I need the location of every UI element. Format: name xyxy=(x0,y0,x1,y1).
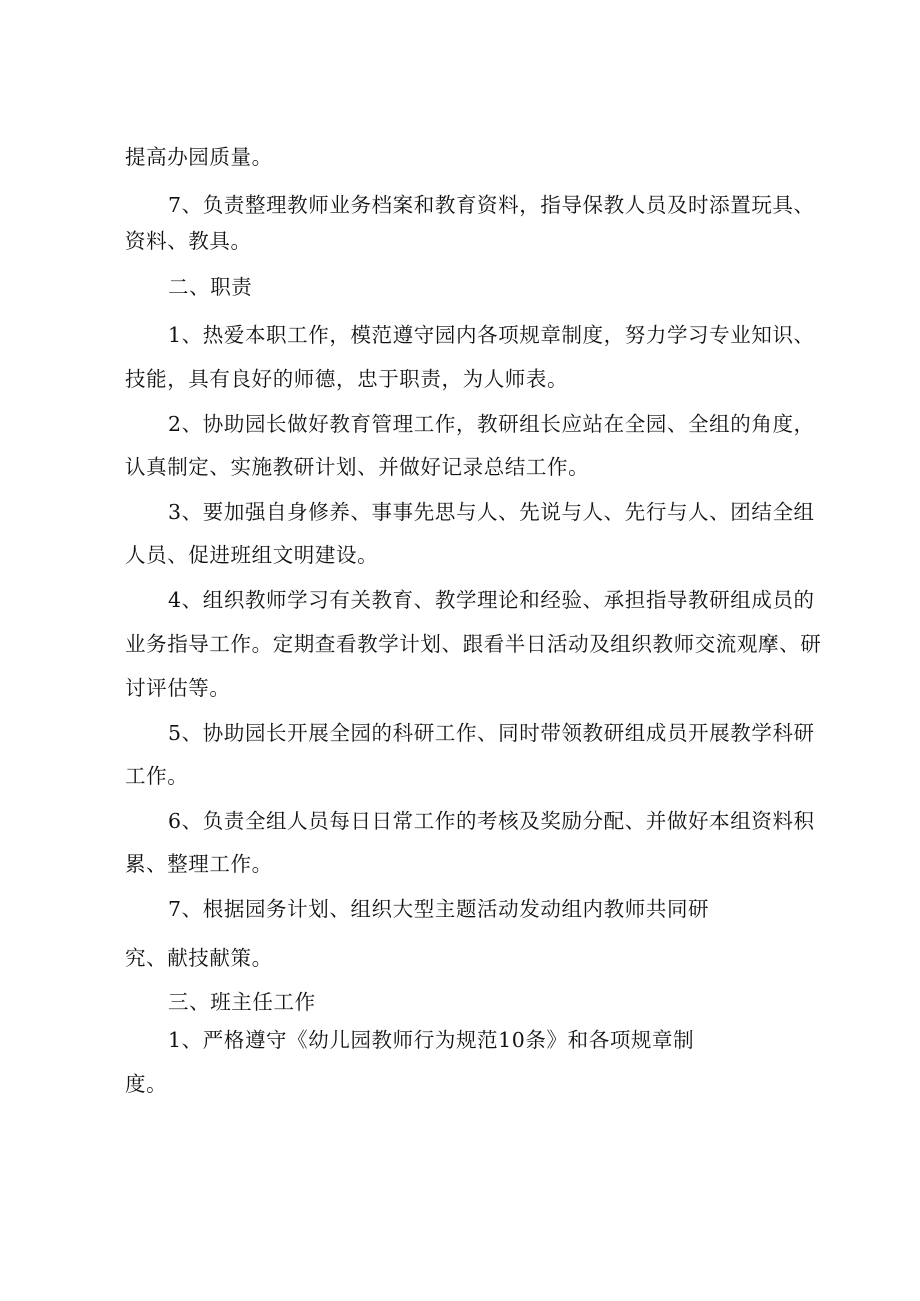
paragraph-line: 工作。 xyxy=(125,764,189,788)
paragraph-line: 5、协助园长开展全园的科研工作、同时带领教研组成员开展教学科研 xyxy=(168,721,815,745)
paragraph-line: 度。 xyxy=(125,1072,168,1096)
paragraph-line: 人员、促进班组文明建设。 xyxy=(125,543,379,567)
paragraph-line: 资料、教具。 xyxy=(125,229,252,253)
paragraph-line: 2、协助园长做好教育管理工作，教研组长应站在全园、全组的角度， xyxy=(168,412,815,436)
paragraph-line: 提高办园质量。 xyxy=(125,145,273,169)
paragraph-line: 3、要加强自身修养、事事先思与人、先说与人、先行与人、团结全组 xyxy=(168,500,815,524)
paragraph-line: 7、负责整理教师业务档案和教育资料，指导保教人员及时添置玩具、 xyxy=(168,193,815,217)
paragraph-line: 技能，具有良好的师德，忠于职责，为人师表。 xyxy=(125,367,569,391)
paragraph-line: 认真制定、实施教研计划、并做好记录总结工作。 xyxy=(125,455,590,479)
paragraph-line: 1、严格遵守《幼儿园教师行为规范10条》和各项规章制 xyxy=(168,1028,695,1052)
section-heading: 二、职责 xyxy=(168,275,253,299)
paragraph-line: 业务指导工作。定期查看教学计划、跟看半日活动及组织教师交流观摩、研 xyxy=(125,632,822,656)
paragraph-line: 累、整理工作。 xyxy=(125,852,273,876)
paragraph-line: 究、献技献策。 xyxy=(125,946,273,970)
paragraph-line: 1、热爱本职工作，模范遵守园内各项规章制度，努力学习专业知识、 xyxy=(168,323,815,347)
paragraph-line: 6、负责全组人员每日日常工作的考核及奖励分配、并做好本组资料积 xyxy=(168,809,815,833)
paragraph-line: 4、组织教师学习有关教育、教学理论和经验、承担指导教研组成员的 xyxy=(168,588,815,612)
paragraph-line: 7、根据园务计划、组织大型主题活动发动组内教师共同研 xyxy=(168,897,710,921)
section-heading: 三、班主任工作 xyxy=(168,990,316,1014)
paragraph-line: 讨评估等。 xyxy=(125,676,231,700)
